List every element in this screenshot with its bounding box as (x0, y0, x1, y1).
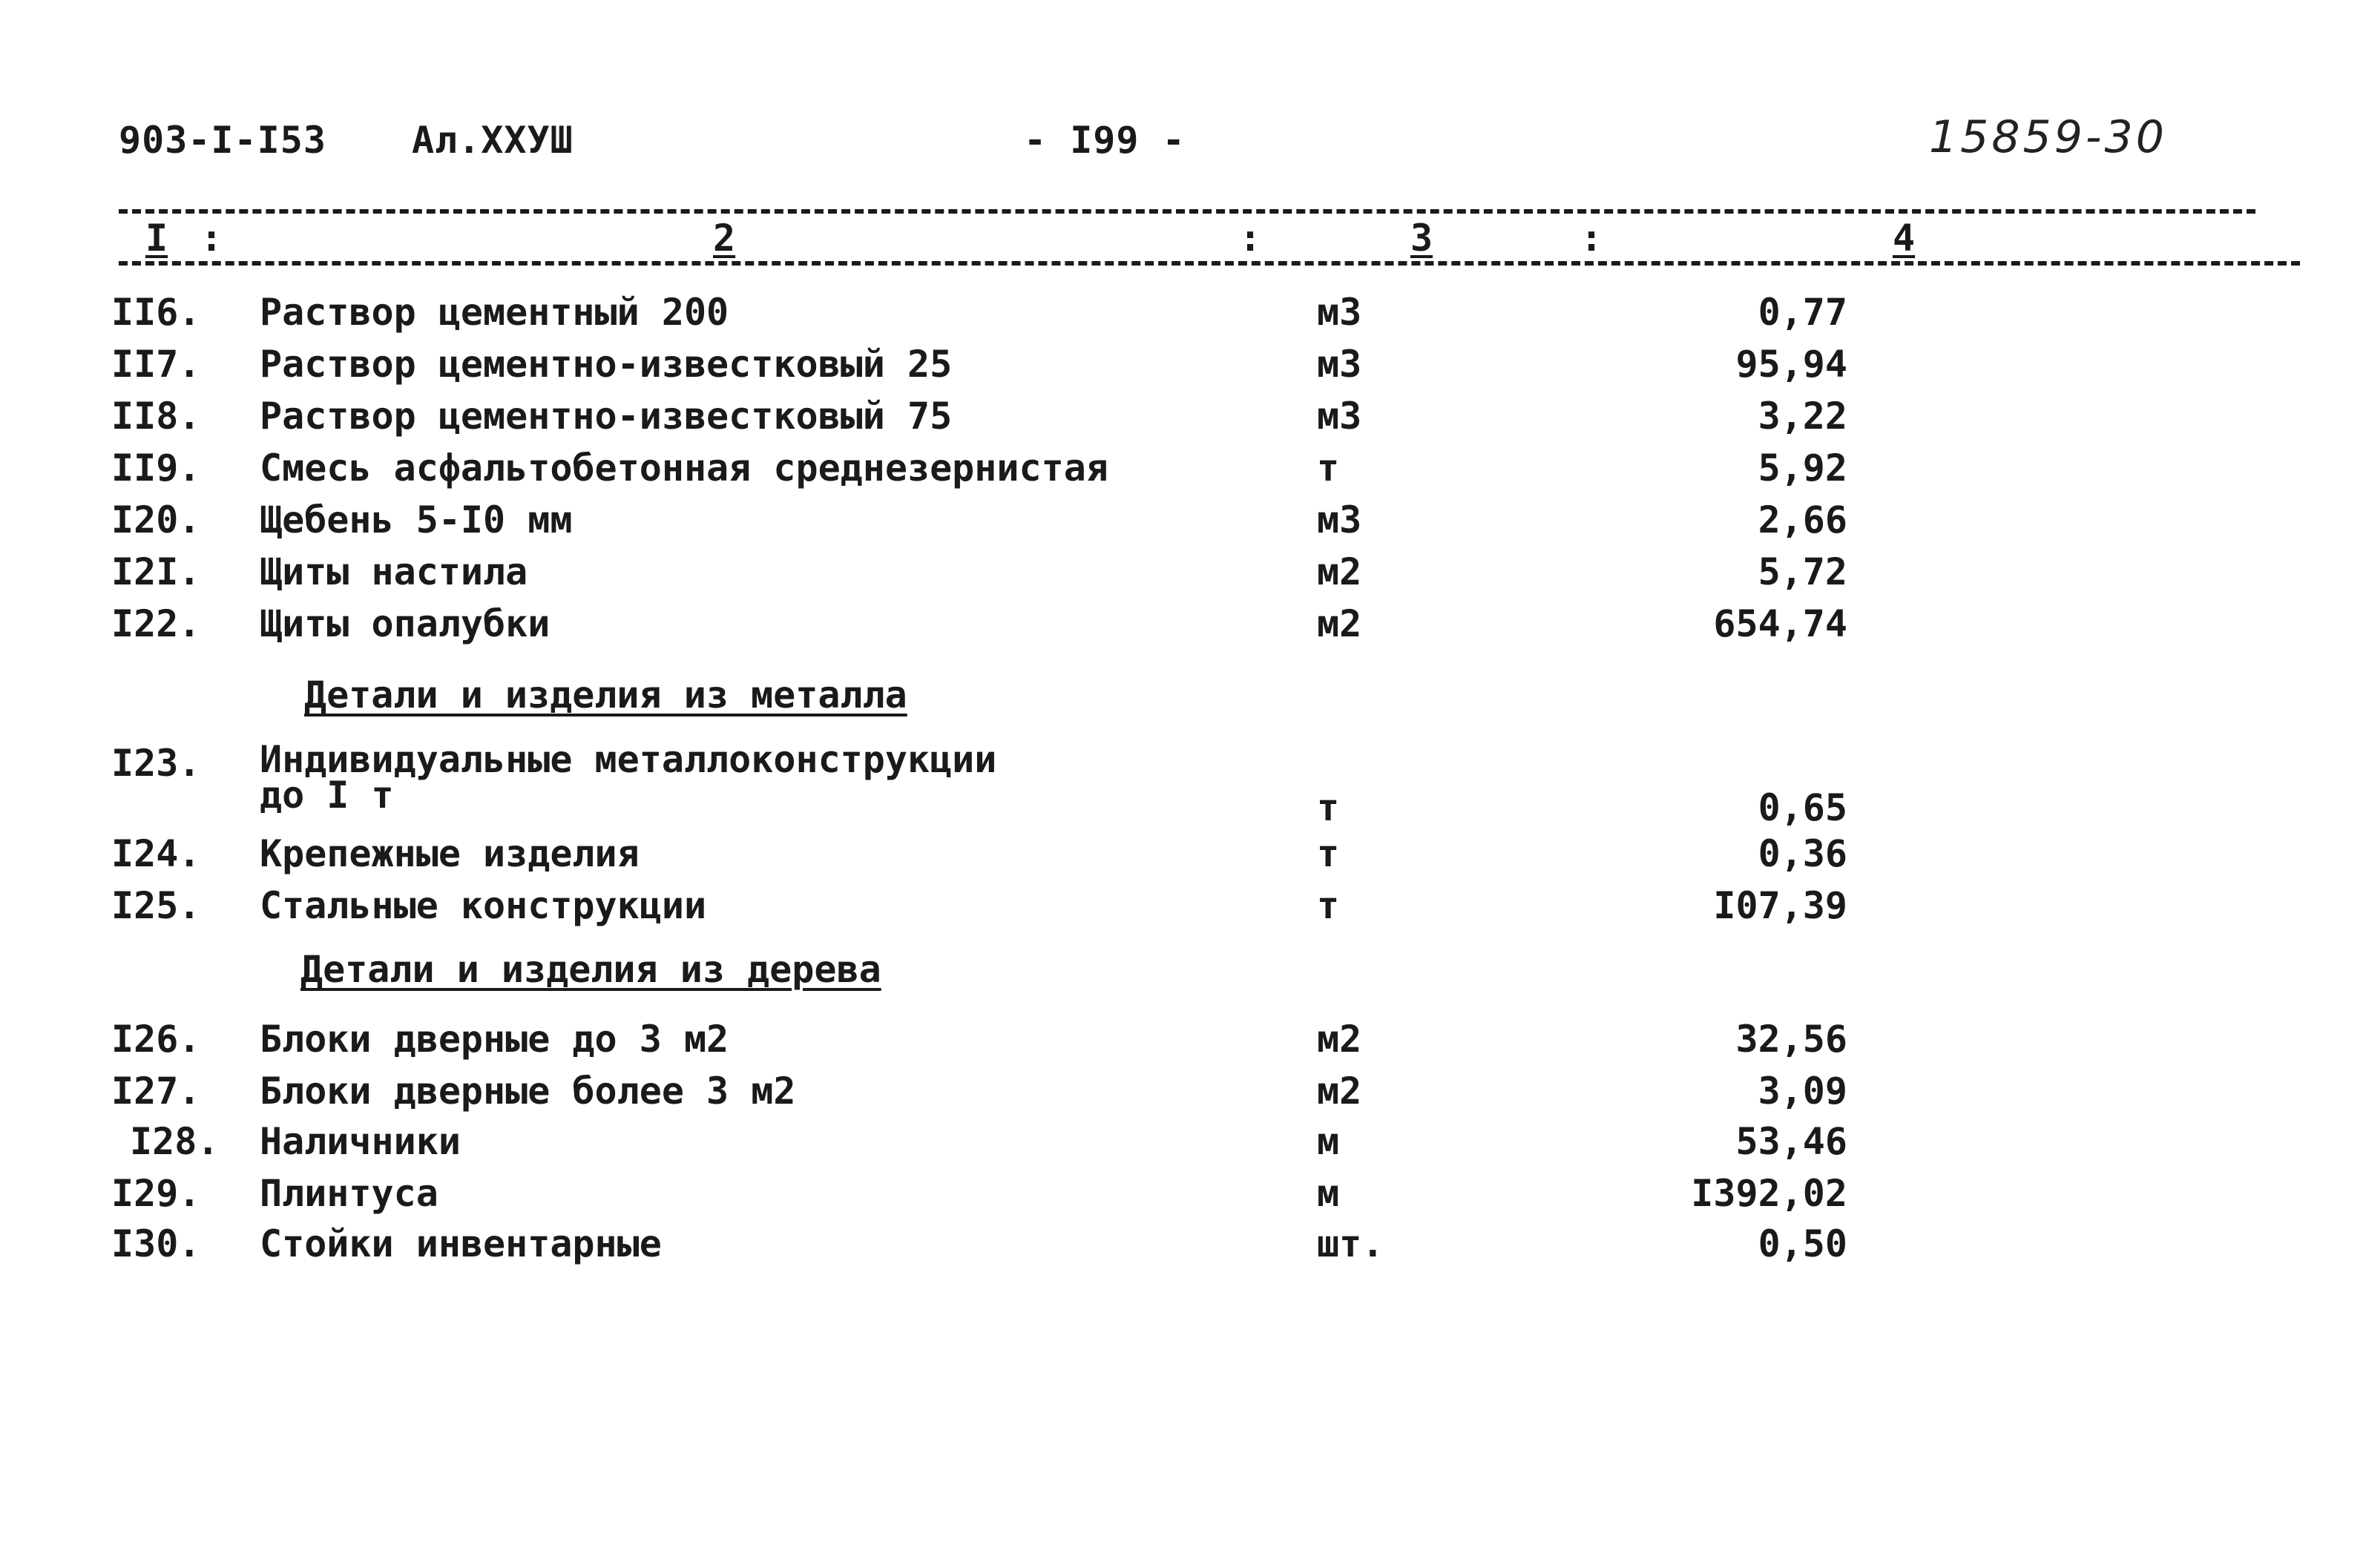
quantity: 2,66 (1758, 498, 1847, 541)
unit: т (1317, 884, 1340, 927)
quantity: 0,36 (1758, 832, 1847, 875)
unit: т (1317, 786, 1340, 829)
unit: т (1317, 832, 1340, 875)
unit: м (1317, 1172, 1340, 1215)
quantity: I07,39 (1713, 884, 1847, 927)
quantity: 0,50 (1758, 1222, 1847, 1265)
table-row (0, 602, 2366, 653)
quantity: I392,02 (1691, 1172, 1847, 1215)
unit: шт. (1317, 1222, 1384, 1265)
unit: м2 (1317, 602, 1362, 645)
row-number: I29. (111, 1172, 201, 1215)
quantity: 32,56 (1735, 1018, 1847, 1061)
row-number: I23. (111, 742, 201, 785)
material-name: Блоки дверные более 3 м2 (260, 1070, 796, 1113)
unit: м2 (1317, 1018, 1362, 1061)
row-number: II8. (111, 395, 201, 438)
column-3-header: 3 (1406, 217, 1437, 260)
inventory-number: 15859-30 (1929, 111, 2167, 163)
material-name (260, 738, 997, 817)
row-number: I20. (111, 498, 201, 541)
unit: м2 (1317, 550, 1362, 593)
material-name: Смесь асфальтобетонная среднезернистая (260, 447, 1108, 490)
quantity: 0,65 (1758, 786, 1847, 829)
material-name: Щиты настила (260, 550, 528, 593)
unit: м3 (1317, 291, 1362, 334)
unit: м (1317, 1120, 1340, 1163)
row-number: I24. (111, 832, 201, 875)
section-heading-wood: Детали и изделия из дерева (300, 948, 881, 991)
column-1-header: I (141, 217, 172, 260)
material-name: Крепежные изделия (260, 832, 640, 875)
unit: т (1317, 447, 1340, 490)
table-row (0, 1172, 2366, 1222)
column-separator: : (200, 217, 223, 260)
quantity: 3,22 (1758, 395, 1847, 438)
table-row (0, 1120, 2366, 1170)
material-name: Блоки дверные до 3 м2 (260, 1018, 729, 1061)
quantity: 53,46 (1735, 1120, 1847, 1163)
album-number: Ал.XXУШ (412, 119, 574, 162)
header-bottom-rule (119, 261, 2300, 266)
material-name: Раствор цементно-известковый 25 (260, 343, 953, 386)
row-number: I2I. (111, 550, 201, 593)
quantity: 0,77 (1758, 291, 1847, 334)
row-number: II6. (111, 291, 201, 334)
material-name: Щиты опалубки (260, 602, 551, 645)
row-number: I25. (111, 884, 201, 927)
column-4-header: 4 (1888, 217, 1919, 260)
material-name: Щебень 5-I0 мм (260, 498, 573, 541)
column-separator: : (1580, 217, 1603, 260)
table-row (0, 550, 2366, 601)
row-number: II7. (111, 343, 201, 386)
material-name: Раствор цементный 200 (260, 291, 729, 334)
row-number: I30. (111, 1222, 201, 1265)
table-row (0, 498, 2366, 549)
section-heading-metal: Детали и изделия из металла (304, 673, 907, 717)
material-name: Плинтуса (260, 1172, 438, 1215)
column-2-header: 2 (709, 217, 740, 260)
material-name: Стойки инвентарные (260, 1222, 662, 1265)
table-row (0, 738, 2366, 838)
unit: м3 (1317, 498, 1362, 541)
quantity: 95,94 (1735, 343, 1847, 386)
page-number: - I99 - (1024, 119, 1186, 162)
material-name: Раствор цементно-известковый 75 (260, 395, 953, 438)
unit: м3 (1317, 343, 1362, 386)
table-row (0, 1018, 2366, 1068)
material-name-line-2: до I т (260, 774, 394, 817)
row-number: II9. (111, 447, 201, 490)
row-number: I26. (111, 1018, 201, 1061)
row-number: I22. (111, 602, 201, 645)
table-row (0, 1070, 2366, 1120)
table-row (0, 291, 2366, 341)
quantity: 654,74 (1713, 602, 1847, 645)
quantity: 5,92 (1758, 447, 1847, 490)
unit: м3 (1317, 395, 1362, 438)
table-row (0, 447, 2366, 497)
table-row (0, 1222, 2366, 1273)
table-row (0, 884, 2366, 935)
row-number: I27. (111, 1070, 201, 1113)
quantity: 3,09 (1758, 1070, 1847, 1113)
unit: м2 (1317, 1070, 1362, 1113)
material-name-line-1: Индивидуальные металлоконструкции (260, 738, 997, 781)
header-top-rule (119, 209, 2255, 214)
table-row (0, 343, 2366, 393)
quantity: 5,72 (1758, 550, 1847, 593)
column-separator: : (1239, 217, 1262, 260)
material-name: Стальные конструкции (260, 884, 707, 927)
table-row (0, 395, 2366, 445)
table-row (0, 832, 2366, 883)
document-code: 903-I-I53 (119, 119, 326, 162)
row-number: I28. (130, 1120, 220, 1163)
material-name: Наличники (260, 1120, 461, 1163)
